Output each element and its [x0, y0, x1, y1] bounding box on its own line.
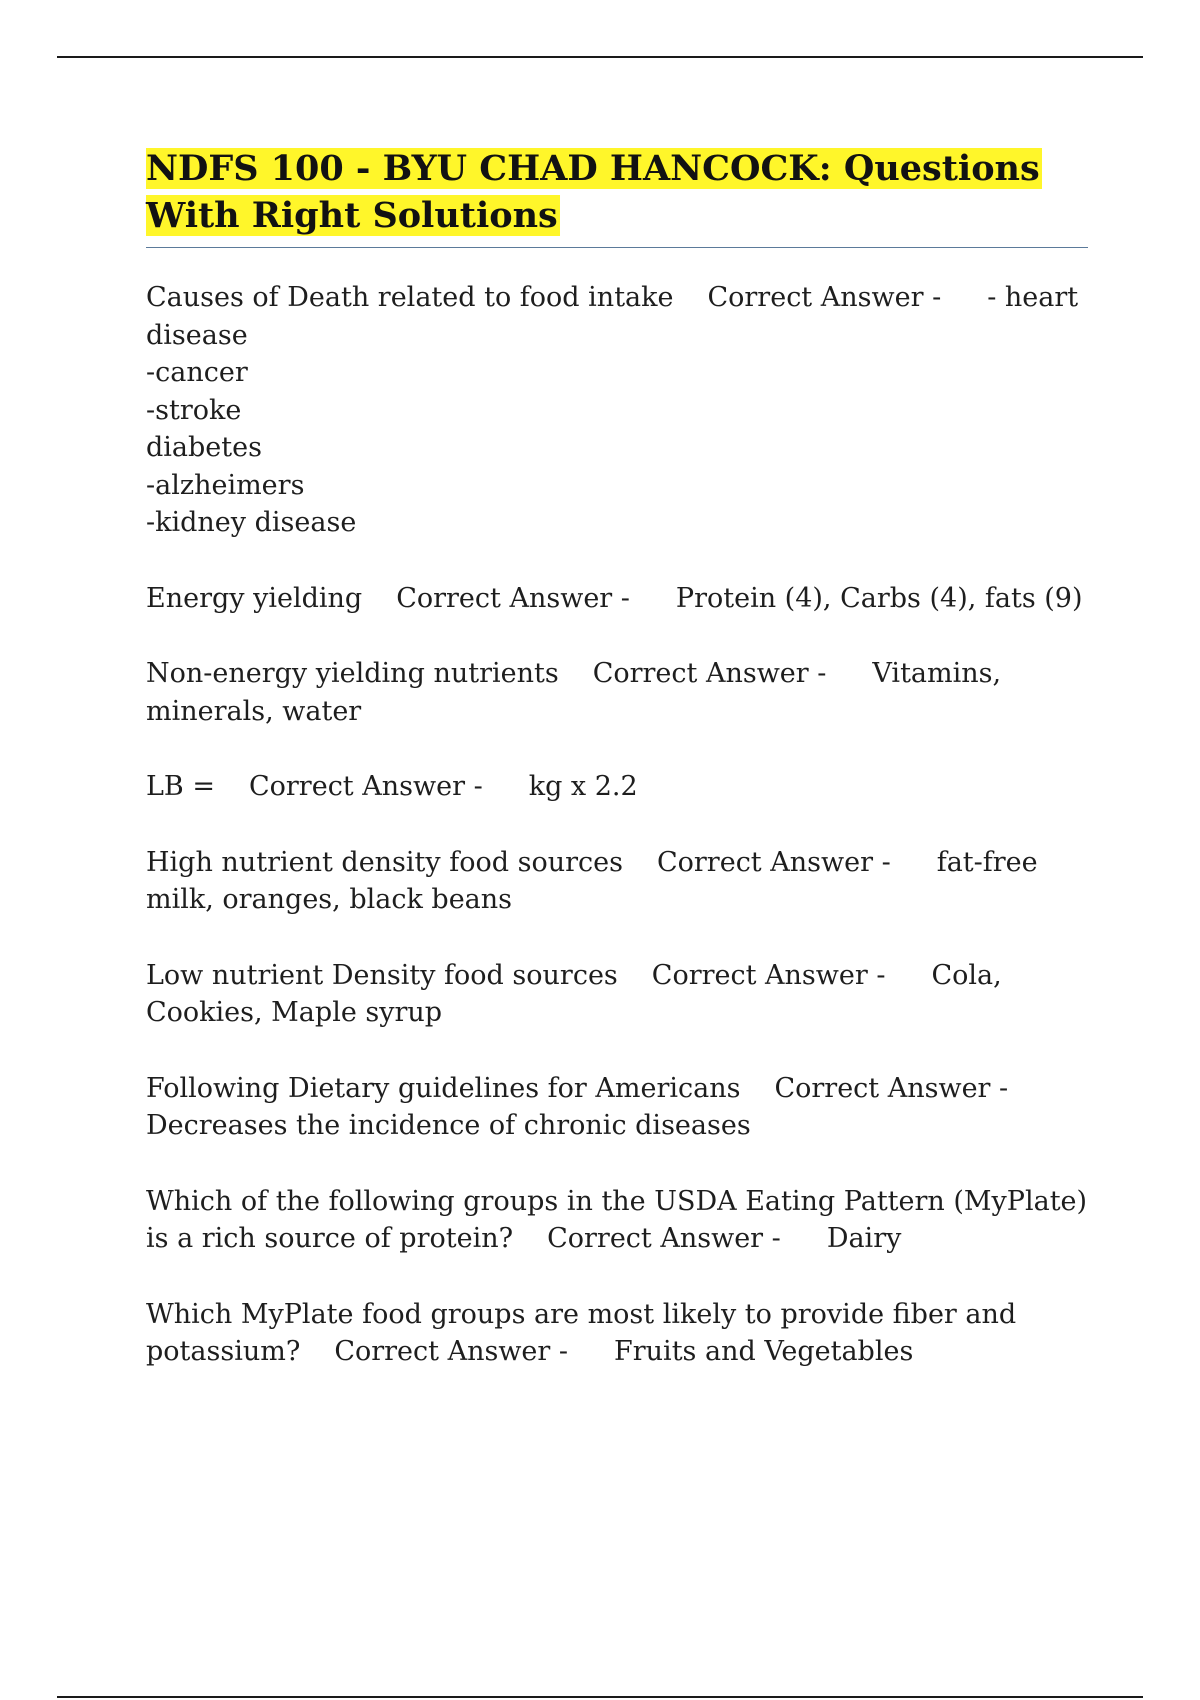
- qa-item: [146, 279, 1088, 542]
- answer-text: fat-free milk, oranges, black beans: [146, 846, 1038, 915]
- question-text: Low nutrient Density food sources: [146, 959, 618, 991]
- answer-label: Correct Answer -: [248, 771, 483, 802]
- qa-item: [146, 1296, 1088, 1371]
- document-title-text: NDFS 100 - BYU CHAD HANCOCK: Questions With Right Solutions: [146, 148, 1040, 236]
- answer-text: diabetes: [146, 432, 262, 463]
- answer-text: kg x 2.2: [528, 771, 638, 802]
- title-divider: [146, 247, 1088, 248]
- answer-text: Cola, Cookies, Maple syrup: [146, 959, 1002, 1028]
- answer-text: Vitamins, minerals, water: [146, 658, 1002, 727]
- qa-item: [146, 844, 1088, 919]
- document-body: [146, 145, 1088, 1409]
- answer-label: Correct Answer -: [774, 1072, 1009, 1104]
- answer-label: Correct Answer -: [707, 282, 942, 313]
- bottom-rule: [57, 1696, 1143, 1698]
- question-text: Energy yielding: [146, 582, 363, 614]
- qa-item: [146, 1183, 1088, 1258]
- answer-label: Correct Answer -: [547, 1223, 781, 1254]
- answer-text: - heart disease: [146, 282, 1079, 351]
- qa-item: [146, 580, 1088, 618]
- answer-text: -cancer: [146, 357, 248, 388]
- answer-label: Correct Answer -: [334, 1336, 569, 1367]
- answer-text: Protein (4), Carbs (4), fats (9): [675, 582, 1083, 614]
- answer-text: Fruits and Vegetables: [614, 1336, 914, 1367]
- answer-label: Correct Answer -: [396, 582, 630, 614]
- question-text: Non-energy yielding nutrients: [146, 658, 559, 689]
- answer-text: -alzheimers: [146, 469, 305, 501]
- question-text: Causes of Death related to food intake: [146, 282, 674, 313]
- top-rule: [57, 56, 1143, 58]
- document-title: [146, 145, 1088, 239]
- qa-item: [146, 768, 1088, 806]
- answer-label: Correct Answer -: [651, 959, 886, 991]
- qa-item: [146, 1070, 1088, 1145]
- answer-text: Dairy: [826, 1223, 902, 1254]
- answer-label: Correct Answer -: [592, 658, 827, 689]
- answer-text: -kidney disease: [146, 507, 357, 538]
- question-text: Which MyPlate food groups are most likely to provide fiber and potassium?: [146, 1298, 1017, 1367]
- question-text: Following Dietary guidelines for Americans: [146, 1072, 741, 1104]
- qa-item: [146, 957, 1088, 1032]
- answer-text: Decreases the incidence of chronic diseases: [146, 1110, 751, 1141]
- answer-text: -stroke: [146, 394, 242, 426]
- question-text: Which of the following groups in the USDA Eating Pattern (MyPlate) is a rich source of protein?: [146, 1185, 1088, 1254]
- question-text: LB =: [146, 771, 215, 802]
- qa-list: [146, 279, 1088, 1371]
- question-text: High nutrient density food sources: [146, 846, 623, 878]
- answer-label: Correct Answer -: [656, 846, 891, 878]
- qa-item: [146, 655, 1088, 730]
